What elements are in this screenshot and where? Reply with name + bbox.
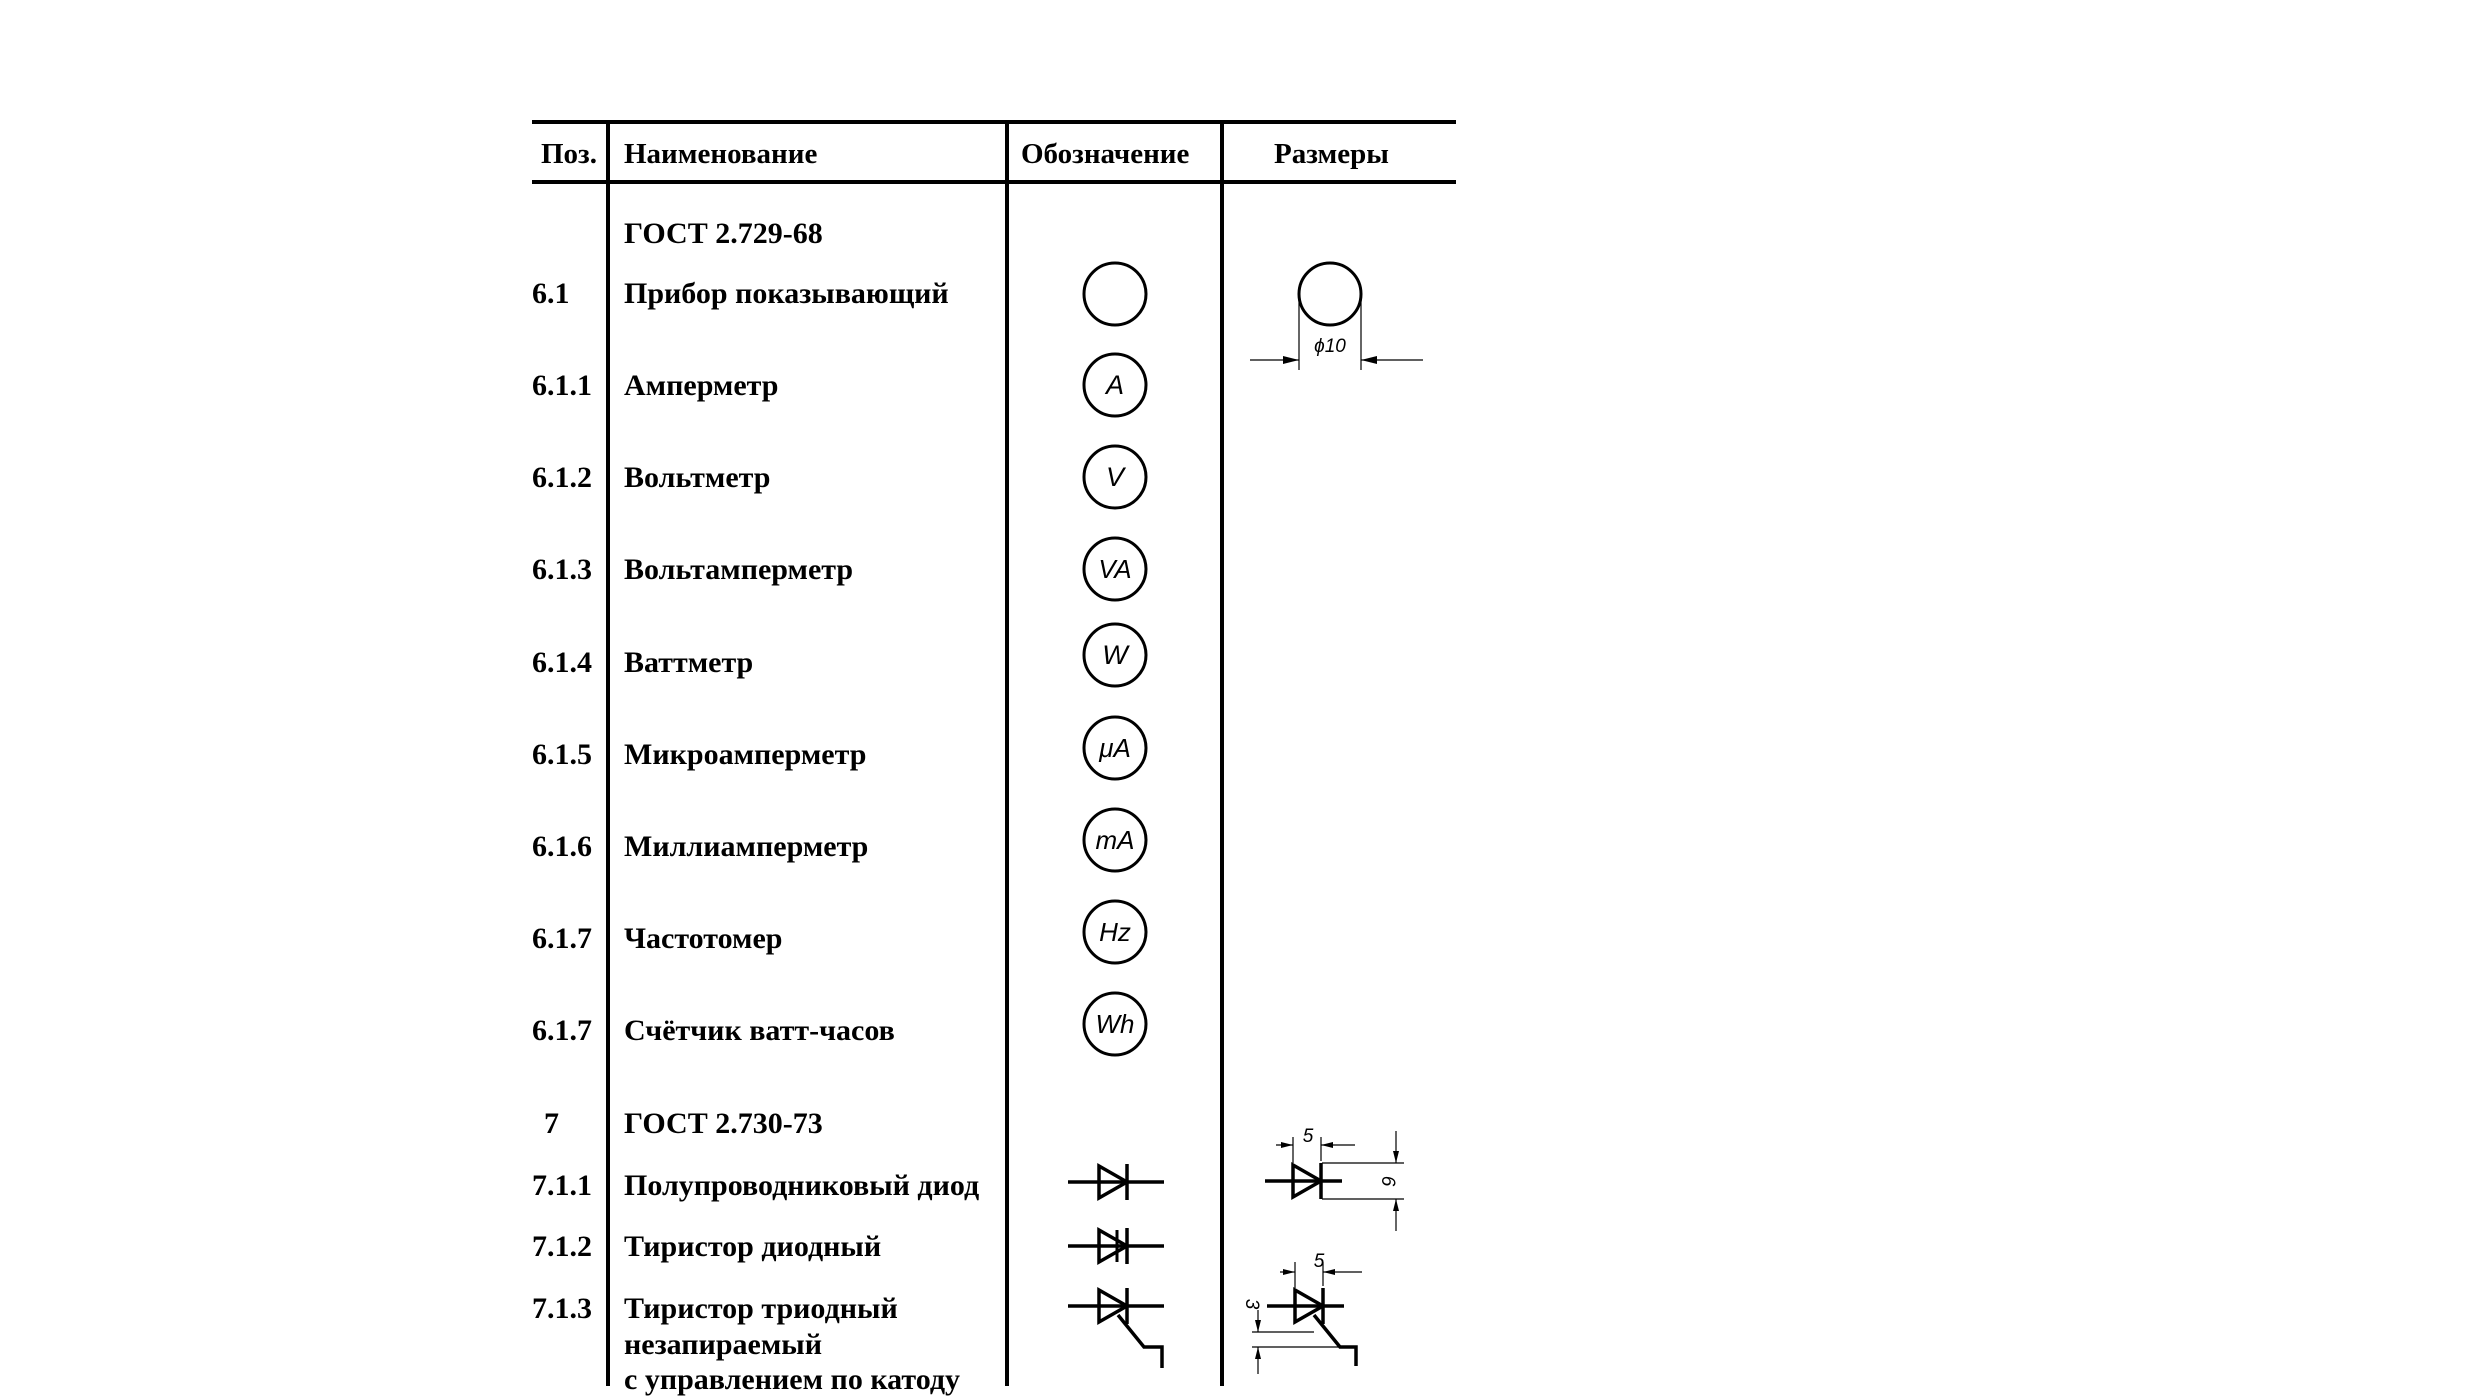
row-name: Тиристор диодный [624,1230,882,1263]
symbol-letter: μA [1099,733,1131,763]
frequency-meter-symbol [1080,897,1150,967]
microammeter-symbol [1080,713,1150,783]
row-pos: 6.1 [532,277,570,310]
voltmeter-symbol [1080,442,1150,512]
instrument-diameter-dimension [1248,255,1428,375]
header-symbol: Обозначение [1021,138,1190,170]
row-pos: 6.1.4 [532,646,592,679]
table-header-rule [532,180,1456,184]
diode-height-label: 6 [1377,1175,1398,1187]
row-name: Амперметр [624,369,779,402]
row-pos: 6.1.7 [532,1014,592,1047]
row-name: Счётчик ватт-часов [624,1014,895,1047]
section-pos-7: 7 [544,1107,559,1140]
diode-thyristor-symbol [1066,1224,1166,1268]
row-pos: 6.1.7 [532,922,592,955]
symbol-letter: W [1102,640,1128,670]
row-name-line-1: Тиристор триодный [624,1292,898,1325]
triode-thyristor-symbol [1066,1284,1166,1386]
diameter-label: ϕ10 [1314,336,1346,357]
table-top-rule [532,120,1456,124]
row-pos: 7.1.2 [532,1230,592,1263]
header-dims: Размеры [1274,138,1389,170]
thyristor-width-label: 5 [1313,1251,1325,1272]
row-pos: 7.1.1 [532,1169,592,1202]
row-name: Микроамперметр [624,738,867,771]
symbol-letter: mA [1095,825,1135,855]
row-pos: 6.1.6 [532,830,592,863]
section-title-gost-2729: ГОСТ 2.729-68 [624,217,823,250]
row-name-line-3: с управлением по катоду [624,1363,961,1396]
header-name: Наименование [624,138,818,170]
column-divider-3 [1220,120,1224,1386]
thyristor-dimension [1228,1250,1398,1386]
indicating-instrument-symbol [1080,259,1150,329]
milliammeter-symbol [1080,805,1150,875]
watt-hour-meter-symbol [1080,989,1150,1059]
column-divider-1 [606,120,610,1386]
symbol-letter: Hz [1099,917,1131,947]
thyristor-gate-label: 3 [1241,1298,1262,1310]
row-pos: 6.1.1 [532,369,592,402]
row-name: Ваттметр [624,646,754,679]
row-name: Прибор показывающий [624,277,949,310]
row-pos: 6.1.2 [532,461,592,494]
row-name: Миллиамперметр [624,830,869,863]
column-divider-2 [1005,120,1009,1386]
symbol-letter: Wh [1095,1009,1135,1039]
symbol-letter: V [1105,462,1125,492]
row-pos: 7.1.3 [532,1292,592,1325]
diode-dimension [1262,1125,1422,1235]
symbol-letter: A [1105,370,1125,400]
header-pos: Поз. [541,138,597,170]
section-title-gost-2730: ГОСТ 2.730-73 [624,1107,823,1140]
wattmeter-symbol [1080,620,1150,690]
row-pos: 6.1.5 [532,738,592,771]
row-name: Вольтамперметр [624,553,854,586]
row-name: Вольтметр [624,461,771,494]
row-name-line-2: незапираемый [624,1328,822,1361]
diode-width-label: 5 [1302,1126,1314,1147]
row-name: Частотомер [624,922,783,955]
row-name: Полупроводниковый диод [624,1169,980,1202]
diode-symbol [1066,1160,1166,1204]
symbol-letter: VA [1098,554,1132,584]
row-pos: 6.1.3 [532,553,592,586]
voltammeter-symbol [1080,534,1150,604]
ammeter-symbol [1080,350,1150,420]
